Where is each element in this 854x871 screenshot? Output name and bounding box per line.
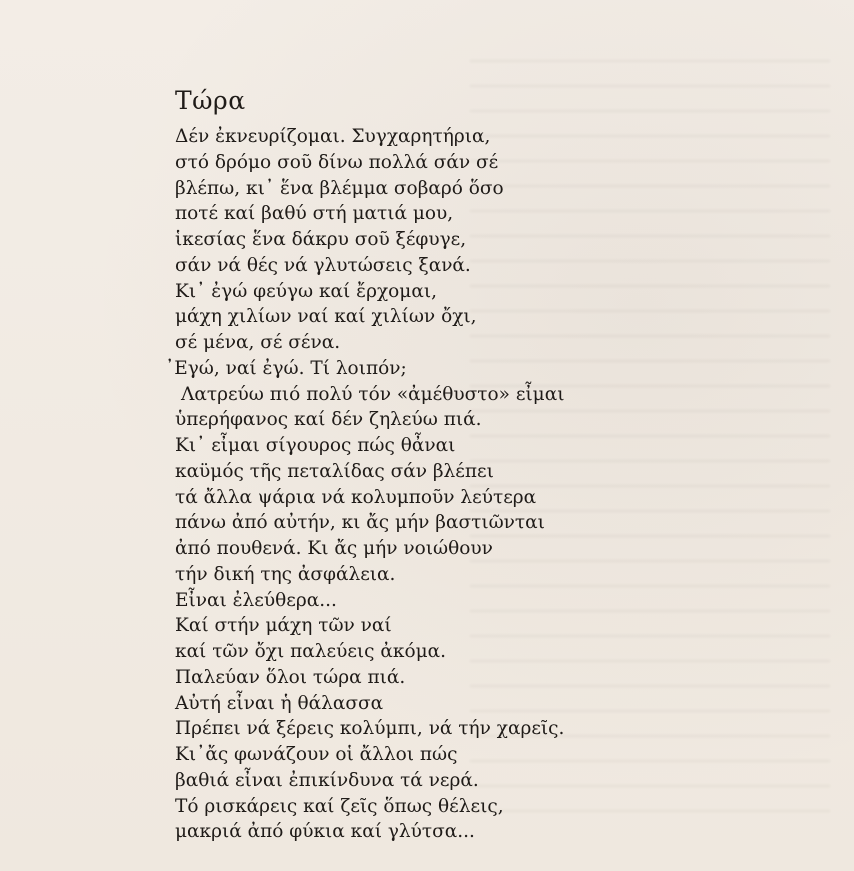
- poem-line: πάνω ἀπό αὐτήν, κι ἄς μήν βαστιῶνται: [175, 512, 545, 534]
- poem-line: ὑπερήφανος καί δέν ζηλεύω πιά.: [175, 409, 482, 431]
- poem-line: ᾽Εγώ, ναί ἐγώ. Τί λοιπόν;: [165, 357, 407, 379]
- poem-line: Πρέπει νά ξέρεις κολύμπι, νά τήν χαρεῖς.: [175, 718, 565, 740]
- poem-line: Λατρεύω πιό πολύ τόν «ἀμέθυστο» εἶμαι: [181, 383, 565, 405]
- poem-line: καί τῶν ὄχι παλεύεις ἀκόμα.: [175, 641, 446, 662]
- poem-line: τά ἄλλα ψάρια νά κολυμποῦν λεύτερα: [175, 486, 537, 508]
- poem-line: βαθιά εἶναι ἐπικίνδυνα τά νερά.: [175, 769, 479, 791]
- poem-line: ποτέ καί βαθύ στή ματιά μου,: [175, 203, 454, 225]
- poem-title: Τώρα: [175, 86, 246, 115]
- poem-line: Κι᾽ εἶμαι σίγουρος πώς θἆναι: [175, 435, 456, 456]
- poem-line: καϋμός τῆς πεταλίδας σάν βλέπει: [175, 460, 494, 482]
- poem-line: τήν δική της ἀσφάλεια.: [175, 563, 396, 585]
- poem-line: στό δρόμο σοῦ δίνω πολλά σάν σέ: [175, 151, 499, 173]
- poem-line: μάχη χιλίων ναί καί χιλίων ὄχι,: [175, 306, 477, 328]
- poem-line: Κι᾽ ἐγώ φεύγω καί ἔρχομαι,: [175, 280, 437, 302]
- poem-line: Καί στήν μάχη τῶν ναί: [175, 615, 392, 637]
- poem-line: Παλεύαν ὅλοι τώρα πιά.: [175, 666, 406, 688]
- poem-line: ἱκεσίας ἕνα δάκρυ σοῦ ξέφυγε,: [175, 229, 467, 250]
- poem-line: Αὐτή εἶναι ἡ θάλασσα: [175, 692, 384, 714]
- poem-line: σέ μένα, σέ σένα.: [175, 332, 341, 353]
- poem-line: σάν νά θές νά γλυτώσεις ξανά.: [175, 254, 471, 276]
- poem-line: Εἶναι ἐλεύθερα...: [175, 589, 337, 611]
- poem-line: Κι᾽ἄς φωνάζουν οἱ ἄλλοι πώς: [175, 744, 458, 765]
- poem-line: βλέπω, κι᾽ ἕνα βλέμμα σοβαρό ὅσο: [175, 177, 504, 199]
- poem-line: Τό ρισκάρεις καί ζεῖς ὅπως θέλεις,: [175, 795, 504, 817]
- poem-body: [165, 124, 565, 845]
- poem-line: Δέν ἐκνευρίζομαι. Συγχαρητήρια,: [175, 126, 491, 147]
- poem-line: μακριά ἀπό φύκια καί γλύτσα...: [175, 821, 475, 843]
- poem-line: ἀπό πουθενά. Κι ἄς μήν νοιώθουν: [175, 538, 493, 559]
